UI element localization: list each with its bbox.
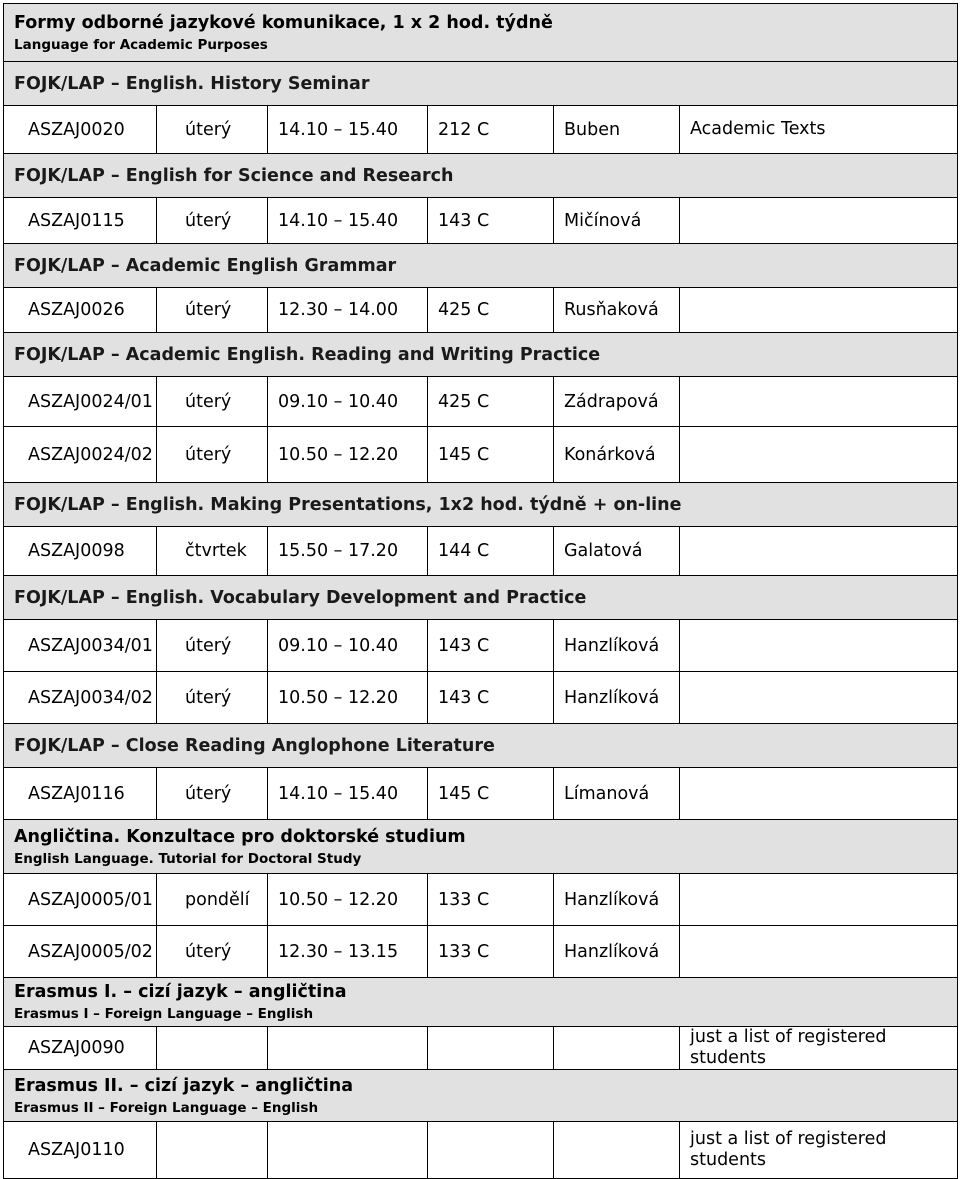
day-cell: [157, 1027, 268, 1070]
section-subtitle: Language for Academic Purposes: [14, 36, 268, 53]
note-cell: [680, 377, 958, 427]
course-code-cell: ASZAJ0115: [4, 198, 157, 244]
room-cell: 143 C: [428, 672, 554, 724]
course-code-cell: ASZAJ0024/02: [4, 427, 157, 483]
section-subtitle: Erasmus II – Foreign Language – English: [14, 1099, 319, 1116]
section-title-row: [4, 978, 958, 1027]
note-cell: [680, 527, 958, 576]
time-cell: 10.50 – 12.20: [268, 874, 428, 926]
note-cell: [680, 427, 958, 483]
note-cell: [680, 926, 958, 978]
section-title: Formy odborné jazykové komunikace, 1 x 2 hod. týdně: [14, 12, 553, 33]
day-cell: úterý: [157, 427, 268, 483]
course-row: [4, 874, 958, 926]
teacher-cell: Hanzlíková: [554, 672, 680, 724]
course-group-row: [4, 333, 958, 377]
room-cell: 212 C: [428, 106, 554, 154]
course-code-cell: ASZAJ0090: [4, 1027, 157, 1070]
section-subtitle: Erasmus I – Foreign Language – English: [14, 1006, 314, 1022]
section-title: Erasmus I. – cizí jazyk – angličtina: [14, 982, 347, 1002]
section-subtitle: English Language. Tutorial for Doctoral Study: [14, 850, 362, 867]
course-code-cell: ASZAJ0005/01: [4, 874, 157, 926]
note-cell: [680, 768, 958, 820]
time-cell: [268, 1122, 428, 1179]
teacher-cell: Hanzlíková: [554, 874, 680, 926]
room-cell: 425 C: [428, 377, 554, 427]
teacher-cell: Konárková: [554, 427, 680, 483]
course-group-header: FOJK/LAP – English. Vocabulary Development and Practice: [4, 576, 958, 620]
course-group-header: FOJK/LAP – English. Making Presentations, 1x2 hod. týdně + on-line: [4, 483, 958, 527]
room-cell: 143 C: [428, 198, 554, 244]
course-group-row: [4, 483, 958, 527]
time-cell: 14.10 – 15.40: [268, 198, 428, 244]
note-cell: [680, 672, 958, 724]
course-group-header: FOJK/LAP – Close Reading Anglophone Literature: [4, 724, 958, 768]
time-cell: 12.30 – 13.15: [268, 926, 428, 978]
time-cell: 15.50 – 17.20: [268, 527, 428, 576]
note-cell: [680, 288, 958, 333]
note-cell: Academic Texts: [680, 106, 958, 154]
room-cell: 145 C: [428, 768, 554, 820]
course-code-cell: ASZAJ0034/01: [4, 620, 157, 672]
teacher-cell: Buben: [554, 106, 680, 154]
teacher-cell: Rusňaková: [554, 288, 680, 333]
section-title: Angličtina. Konzultace pro doktorské studium: [14, 826, 466, 847]
course-row: [4, 1122, 958, 1179]
day-cell: čtvrtek: [157, 527, 268, 576]
course-group-header: FOJK/LAP – English for Science and Research: [4, 154, 958, 198]
note-cell: just a list of registered students: [680, 1122, 958, 1179]
course-code-cell: ASZAJ0024/01: [4, 377, 157, 427]
time-cell: 09.10 – 10.40: [268, 377, 428, 427]
course-row: [4, 427, 958, 483]
day-cell: úterý: [157, 768, 268, 820]
teacher-cell: Límanová: [554, 768, 680, 820]
course-row: [4, 377, 958, 427]
course-code-cell: ASZAJ0116: [4, 768, 157, 820]
course-row: [4, 768, 958, 820]
course-row: [4, 926, 958, 978]
section-title-row: [4, 820, 958, 874]
section-title-row: [4, 4, 958, 62]
note-cell: [680, 198, 958, 244]
time-cell: 14.10 – 15.40: [268, 768, 428, 820]
teacher-cell: [554, 1027, 680, 1070]
course-row: [4, 527, 958, 576]
time-cell: 14.10 – 15.40: [268, 106, 428, 154]
room-cell: 145 C: [428, 427, 554, 483]
course-row: [4, 672, 958, 724]
time-cell: 10.50 – 12.20: [268, 672, 428, 724]
course-group-header: FOJK/LAP – English. History Seminar: [4, 62, 958, 106]
day-cell: úterý: [157, 106, 268, 154]
teacher-cell: Hanzlíková: [554, 926, 680, 978]
note-cell: [680, 620, 958, 672]
day-cell: pondělí: [157, 874, 268, 926]
day-cell: úterý: [157, 620, 268, 672]
section-title: Erasmus II. – cizí jazyk – angličtina: [14, 1075, 354, 1096]
day-cell: [157, 1122, 268, 1179]
course-code-cell: ASZAJ0005/02: [4, 926, 157, 978]
section-title-cell: [4, 1070, 958, 1122]
section-title-cell: [4, 820, 958, 874]
course-code-cell: ASZAJ0110: [4, 1122, 157, 1179]
room-cell: [428, 1122, 554, 1179]
course-code-cell: ASZAJ0020: [4, 106, 157, 154]
course-row: [4, 288, 958, 333]
course-row: [4, 620, 958, 672]
day-cell: úterý: [157, 377, 268, 427]
course-group-row: [4, 576, 958, 620]
section-title-row: [4, 1070, 958, 1122]
section-title-cell: [4, 4, 958, 62]
room-cell: [428, 1027, 554, 1070]
course-row: [4, 106, 958, 154]
room-cell: 425 C: [428, 288, 554, 333]
teacher-cell: Mičínová: [554, 198, 680, 244]
time-cell: 12.30 – 14.00: [268, 288, 428, 333]
teacher-cell: Galatová: [554, 527, 680, 576]
time-cell: 10.50 – 12.20: [268, 427, 428, 483]
day-cell: úterý: [157, 198, 268, 244]
course-group-row: [4, 62, 958, 106]
room-cell: 144 C: [428, 527, 554, 576]
course-group-row: [4, 724, 958, 768]
note-cell: just a list of registered students: [680, 1027, 958, 1070]
teacher-cell: Zádrapová: [554, 377, 680, 427]
teacher-cell: [554, 1122, 680, 1179]
course-group-row: [4, 154, 958, 198]
course-row: [4, 1027, 958, 1070]
course-code-cell: ASZAJ0034/02: [4, 672, 157, 724]
time-cell: 09.10 – 10.40: [268, 620, 428, 672]
course-group-header: FOJK/LAP – Academic English. Reading and Writing Practice: [4, 333, 958, 377]
time-cell: [268, 1027, 428, 1070]
course-row: [4, 198, 958, 244]
room-cell: 143 C: [428, 620, 554, 672]
day-cell: úterý: [157, 672, 268, 724]
course-group-header: FOJK/LAP – Academic English Grammar: [4, 244, 958, 288]
course-code-cell: ASZAJ0098: [4, 527, 157, 576]
teacher-cell: Hanzlíková: [554, 620, 680, 672]
course-code-cell: ASZAJ0026: [4, 288, 157, 333]
day-cell: úterý: [157, 288, 268, 333]
room-cell: 133 C: [428, 926, 554, 978]
course-group-row: [4, 244, 958, 288]
day-cell: úterý: [157, 926, 268, 978]
section-title-cell: [4, 978, 958, 1027]
room-cell: 133 C: [428, 874, 554, 926]
note-cell: [680, 874, 958, 926]
course-schedule-table: [3, 3, 958, 1179]
